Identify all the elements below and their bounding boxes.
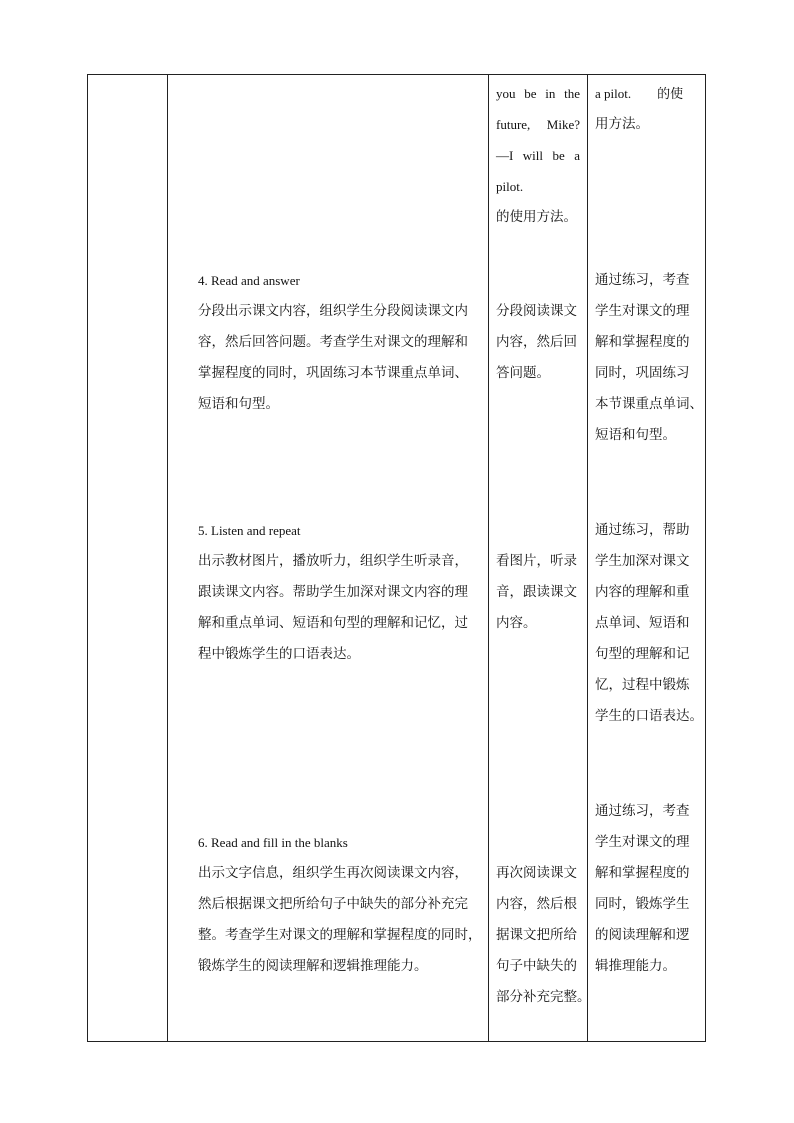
procedure-text-line: 跟读课文内容。帮助学生加深对课文内容的理 [198,584,468,600]
procedure-text-line: 掌握程度的同时，巩固练习本节课重点单词、 [198,365,468,381]
student-text-line: 句子中缺失的 [496,958,577,974]
purpose-text-line: 短语和句型。 [595,427,676,443]
student-text-line: 再次阅读课文 [496,865,577,881]
column-divider [587,75,588,1041]
purpose-text-line: 本节课重点单词、 [595,396,703,412]
student-text-line: 音，跟读课文 [496,584,577,600]
column-divider [488,75,489,1041]
lesson-table [87,74,706,1042]
purpose-text-line: 用方法。 [595,116,649,132]
procedure-text-line: 锻炼学生的阅读理解和逻辑推理能力。 [198,958,428,974]
student-text-line: —I will be a [496,148,580,163]
student-text-line: 答问题。 [496,365,550,381]
purpose-text-line: a pilot. 的使 [595,86,684,101]
procedure-text-line: 短语和句型。 [198,396,279,412]
purpose-text-line: 解和掌握程度的 [595,865,690,881]
purpose-text-line: 学生对课文的理 [595,834,690,850]
purpose-text-line: 同时，锻炼学生 [595,896,690,912]
procedure-text-line: 解和重点单词、短语和句型的理解和记忆，过 [198,615,468,631]
purpose-text-line: 通过练习，帮助 [595,522,690,538]
column-divider [167,75,168,1041]
purpose-text-line: 内容的理解和重 [595,584,690,600]
student-text-line: 的使用方法。 [496,209,577,225]
purpose-text-line: 学生对课文的理 [595,303,690,319]
student-text-line: future, Mike? [496,117,580,132]
student-text-line: you be in the [496,86,580,101]
purpose-cell [595,265,707,451]
purpose-text-line: 点单词、短语和 [595,615,690,631]
purpose-text-line: 学生的口语表达。 [595,708,703,724]
student-text-line: 分段阅读课文 [496,303,577,319]
student-activity-cell [496,546,586,639]
procedure-text-line: 然后根据课文把所给句子中缺失的部分补充完 [198,896,468,912]
procedure-heading: 5. Listen and repeat [198,523,301,538]
procedure-cell [198,515,488,670]
procedure-heading: 4. Read and answer [198,273,300,288]
purpose-text-line: 学生加深对课文 [595,553,690,569]
student-text-line: 部分补充完整。 [496,989,591,1005]
student-text-line: 据课文把所给 [496,927,577,943]
procedure-text-line: 容，然后回答问题。考查学生对课文的理解和 [198,334,468,350]
student-activity-cell [496,296,586,389]
purpose-text-line: 忆，过程中锻炼 [595,677,690,693]
student-activity-cell [496,858,591,1013]
procedure-cell [198,827,488,982]
student-text-line: 内容，然后回 [496,334,577,350]
purpose-cell [595,78,701,140]
purpose-text-line: 解和掌握程度的 [595,334,690,350]
procedure-text-line: 程中锻炼学生的口语表达。 [198,646,360,662]
student-text-line: pilot. [496,179,524,194]
procedure-text-line: 分段出示课文内容，组织学生分段阅读课文内 [198,303,468,319]
procedure-text-line: 出示文字信息，组织学生再次阅读课文内容， [198,865,468,881]
student-text-line: 内容。 [496,615,537,631]
purpose-text-line: 通过练习，考查 [595,272,690,288]
purpose-cell [595,796,707,982]
student-activity-cell [496,78,580,233]
purpose-text-line: 句型的理解和记 [595,646,690,662]
procedure-text-line: 出示教材图片，播放听力，组织学生听录音， [198,553,468,569]
procedure-heading: 6. Read and fill in the blanks [198,835,348,850]
student-text-line: 内容，然后根 [496,896,577,912]
purpose-text-line: 同时，巩固练习 [595,365,690,381]
student-text-line: 看图片，听录 [496,553,577,569]
purpose-cell [595,515,707,732]
procedure-text-line: 整。考查学生对课文的理解和掌握程度的同时， [198,927,482,943]
procedure-cell [198,265,488,420]
purpose-text-line: 辑推理能力。 [595,958,676,974]
purpose-text-line: 通过练习，考查 [595,803,690,819]
purpose-text-line: 的阅读理解和逻 [595,927,690,943]
